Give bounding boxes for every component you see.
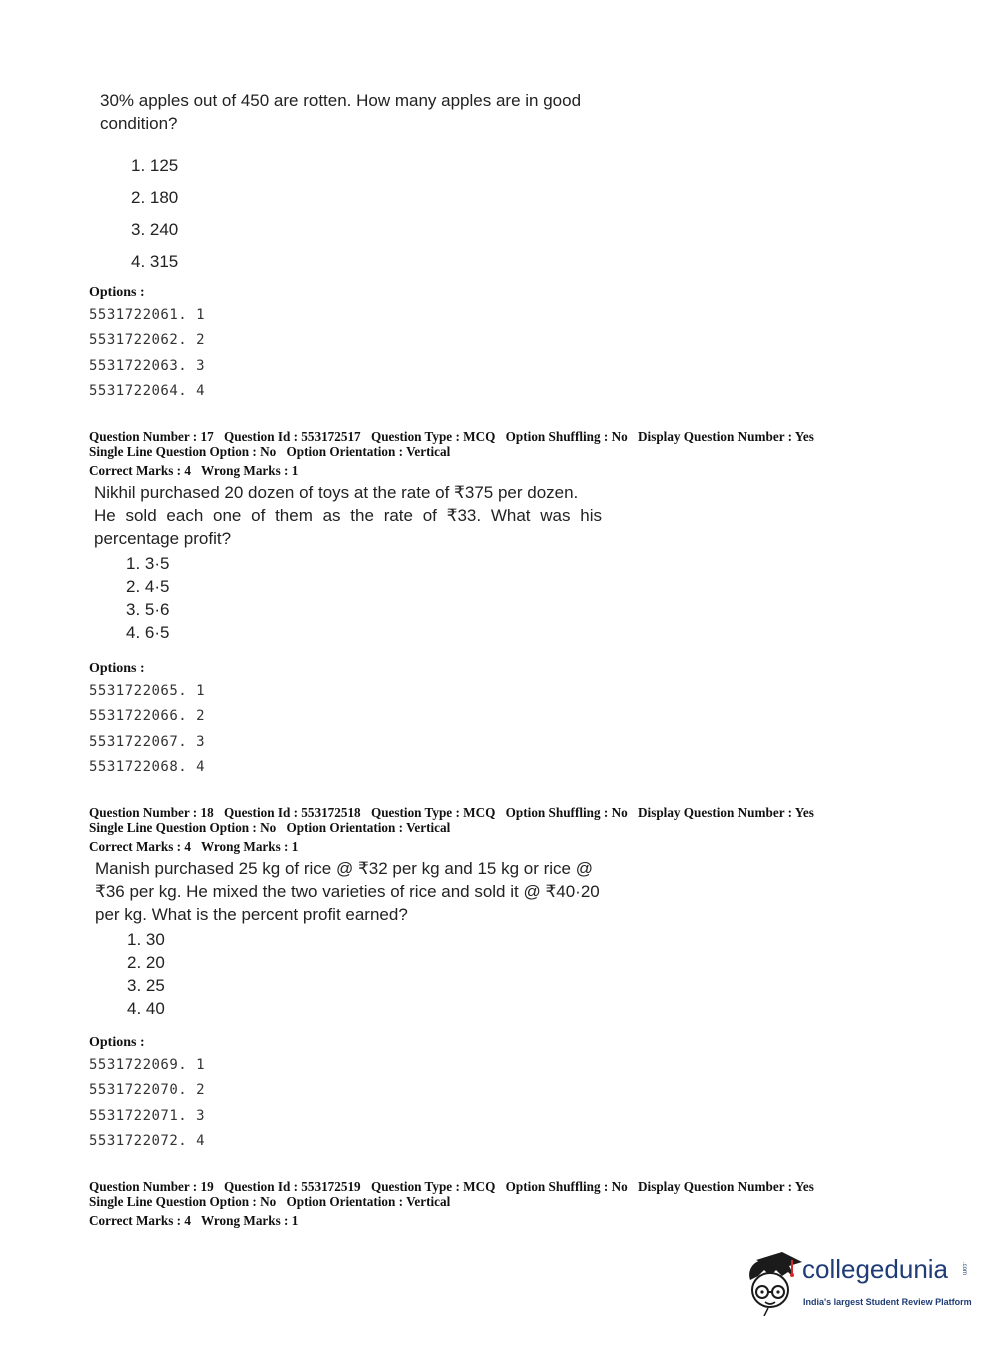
q16-options — [89, 283, 205, 404]
option-row: 5531722070. 2 — [89, 1082, 206, 1099]
q18-question-text — [95, 857, 615, 926]
choice-item: 3. 5·6 — [126, 600, 170, 619]
meta-line-1 — [89, 805, 814, 820]
choice-item: 4. 315 — [131, 252, 179, 271]
choice-item: 2. 180 — [131, 188, 179, 207]
single-line-option: Single Line Question Option : No — [89, 444, 277, 459]
choice-item: 1. 125 — [131, 156, 179, 175]
option-orientation: Option Orientation : Vertical — [286, 1194, 451, 1209]
q17-choices — [126, 552, 169, 644]
option-orientation: Option Orientation : Vertical — [286, 444, 451, 459]
option-row: 5531722071. 3 — [89, 1107, 206, 1124]
single-line-option: Single Line Question Option : No — [89, 1194, 277, 1209]
meta-line-2 — [89, 820, 814, 835]
question-id: Question Id : 553172517 — [223, 429, 361, 444]
choice-item: 1. 3·5 — [126, 554, 170, 573]
q18-meta — [89, 805, 814, 835]
choice-item: 4. 40 — [127, 999, 165, 1018]
choice-item: 2. 20 — [127, 953, 165, 972]
question-id: Question Id : 553172519 — [223, 1179, 361, 1194]
mascot-graduation-cap-icon — [742, 1250, 804, 1316]
logo-domain: .com — [961, 1262, 967, 1276]
question-line: per kg. What is the percent profit earned? — [95, 905, 408, 924]
question-line: He sold each one of them as the rate of ₹33. What was his — [94, 506, 602, 525]
meta-line-2 — [89, 1194, 814, 1209]
option-row: 5531722064. 4 — [89, 382, 206, 399]
option-row: 5531722069. 1 — [89, 1057, 206, 1073]
wrong-marks: Wrong Marks : 1 — [200, 839, 299, 854]
choice-item: 4. 6·5 — [126, 623, 170, 642]
single-line-option: Single Line Question Option : No — [89, 820, 277, 835]
options-label: Options : — [89, 285, 145, 300]
question-number: Question Number : 19 — [89, 1179, 214, 1194]
q17-question-text — [94, 481, 602, 550]
option-row: 5531722072. 4 — [89, 1132, 206, 1149]
choice-item: 1. 30 — [127, 930, 165, 949]
question-line: ₹36 per kg. He mixed the two varieties of rice and sold it @ ₹40·20 — [95, 882, 600, 901]
option-row: 5531722062. 2 — [89, 332, 206, 349]
options-label: Options : — [89, 661, 145, 676]
option-row: 5531722061. 1 — [89, 307, 206, 323]
option-row: 5531722063. 3 — [89, 357, 206, 374]
q17-marks — [89, 463, 298, 479]
logo-tagline: India's largest Student Review Platform — [803, 1297, 972, 1307]
choice-item: 3. 25 — [127, 976, 165, 995]
question-line: percentage profit? — [94, 529, 232, 548]
question-line: condition? — [100, 114, 178, 133]
option-row: 5531722067. 3 — [89, 733, 206, 750]
wrong-marks: Wrong Marks : 1 — [200, 1213, 299, 1228]
option-row: 5531722065. 1 — [89, 683, 206, 699]
option-shuffling: Option Shuffling : No — [505, 805, 628, 820]
q17-options — [89, 659, 205, 780]
display-question-number: Display Question Number : Yes — [638, 1179, 814, 1194]
question-type: Question Type : MCQ — [370, 805, 496, 820]
q16-question-text — [100, 89, 620, 135]
meta-line-1 — [89, 1179, 814, 1194]
question-line: Nikhil purchased 20 dozen of toys at the rate of ₹375 per dozen. — [94, 483, 579, 502]
question-line: 30% apples out of 450 are rotten. How many apples are in good — [100, 91, 582, 110]
q18-choices — [127, 928, 165, 1020]
option-row: 5531722066. 2 — [89, 708, 206, 725]
option-shuffling: Option Shuffling : No — [505, 1179, 628, 1194]
display-question-number: Display Question Number : Yes — [638, 805, 814, 820]
meta-line-1 — [89, 429, 814, 444]
options-label: Options : — [89, 1035, 145, 1050]
question-id: Question Id : 553172518 — [223, 805, 361, 820]
choice-item: 3. 240 — [131, 220, 179, 239]
question-line: Manish purchased 25 kg of rice @ ₹32 per kg and 15 kg or rice @ — [95, 859, 593, 878]
question-number: Question Number : 17 — [89, 429, 214, 444]
q19-marks — [89, 1213, 298, 1229]
option-orientation: Option Orientation : Vertical — [286, 820, 451, 835]
q19-meta — [89, 1179, 814, 1209]
meta-line-2 — [89, 444, 814, 459]
option-row: 5531722068. 4 — [89, 758, 206, 775]
choice-item: 2. 4·5 — [126, 577, 170, 596]
q18-options — [89, 1033, 205, 1154]
question-type: Question Type : MCQ — [370, 429, 496, 444]
correct-marks: Correct Marks : 4 — [89, 1213, 191, 1228]
q17-meta — [89, 429, 814, 459]
option-shuffling: Option Shuffling : No — [505, 429, 628, 444]
collegedunia-logo — [742, 1250, 972, 1320]
q18-marks — [89, 839, 298, 855]
correct-marks: Correct Marks : 4 — [89, 463, 191, 478]
question-number: Question Number : 18 — [89, 805, 214, 820]
wrong-marks: Wrong Marks : 1 — [200, 463, 299, 478]
correct-marks: Correct Marks : 4 — [89, 839, 191, 854]
q16-choices — [131, 150, 178, 278]
question-type: Question Type : MCQ — [370, 1179, 496, 1194]
display-question-number: Display Question Number : Yes — [638, 429, 814, 444]
logo-wordmark: collegedunia — [802, 1254, 949, 1284]
